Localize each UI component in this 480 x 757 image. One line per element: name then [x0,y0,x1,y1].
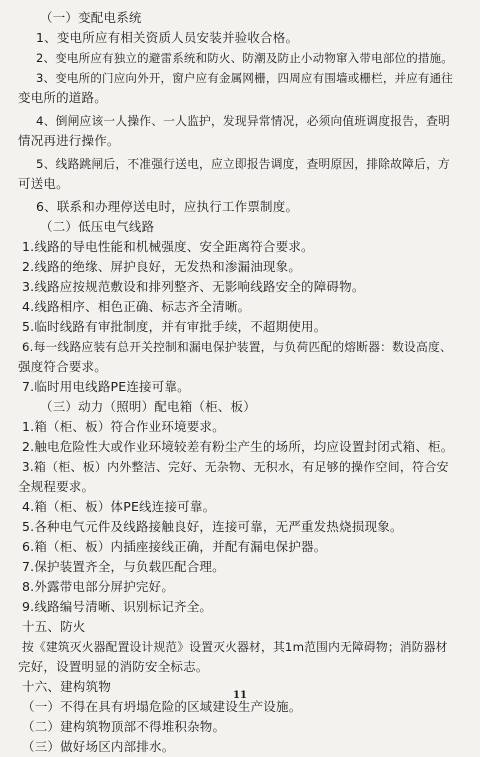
text-line: 4、倒闸应该一人操作、一人监护，发现异常情况，必须向值班调度报告，查明 [36,114,450,128]
text-line: 7.临时用电线路PE连接可靠。 [22,379,190,394]
section-heading-low-voltage: （二）低压电气线路 [40,219,155,234]
text-line: （三）做好场区内部排水。 [22,739,175,754]
text-line: 1、变电所应有相关资质人员安装并验收合格。 [36,30,299,45]
text-line: 6.每一线路应装有总开关控制和漏电保护装置，与负荷匹配的熔断器：数设高度、 [22,340,452,354]
section-heading-substation: （一）变配电系统 [40,10,142,25]
text-line: 情况再进行操作。 [18,133,120,148]
text-line: （二）建构筑物顶部不得堆积杂物。 [22,719,226,734]
text-line: 5、线路跳闸后，不准强行送电，应立即报告调度，查明原因，排除故障后，方 [36,157,450,171]
text-line: 6.箱（柜、板）内插座接线正确，并配有漏电保护器。 [22,539,327,554]
text-line: 完好，设置明显的消防安全标志。 [18,659,209,674]
text-line: 2.触电危险性大或作业环境较差有粉尘产生的场所，均应设置封闭式箱、柜。 [22,439,454,454]
text-line: 5.各种电气元件及线路接触良好，连接可靠，无严重发热烧损现象。 [22,519,403,534]
text-line: 9.线路编号清晰、识别标记齐全。 [22,599,213,614]
text-line: 1.箱（柜、板）符合作业环境要求。 [22,419,225,434]
text-line: 4.箱（柜、板）体PE线连接可靠。 [22,499,216,514]
text-line: （一）不得在具有坍塌危险的区域建设生产设施。 [22,699,302,714]
text-line: 4.线路相序、相色正确、标志齐全清晰。 [22,299,251,314]
text-line: 2.线路的绝缘、屏护良好，无发热和渗漏油现象。 [22,259,302,274]
text-line: 1.线路的导电性能和机械强度、安全距离符合要求。 [22,239,314,254]
text-line: 全规程要求。 [18,479,95,494]
section-heading-fire: 十五、防火 [22,619,86,634]
text-line: 7.保护装置齐全，与负载匹配合理。 [22,559,225,574]
text-line: 2、变电所应有独立的避雷系统和防火、防潮及防止小动物窜入带电部位的措施。 [36,51,454,65]
text-line: 按《建筑灭火器配置设计规范》设置灭火器材，其1m范围内无障碍物；消防器材 [22,640,448,654]
section-heading-buildings: 十六、建构筑物 [22,679,111,694]
text-line: 3.线路应按规范敷设和排列整齐、无影响线路安全的障碍物。 [22,279,365,294]
section-heading-distribution-box: （三）动力（照明）配电箱（柜、板） [40,399,256,414]
text-line: 变电所的道路。 [18,90,107,105]
page-number: 11 [233,690,247,701]
text-line-underlined: 6、联系和办理停送电时，应执行工作票制度。 [36,199,299,214]
text-line: 5.临时线路有审批制度，并有审批手续，不超期使用。 [22,319,327,334]
text-line: 可送电。 [18,176,69,191]
text-line: 3、变电所的门应向外开，窗户应有金属网栅，四周应有围墙或栅栏，并应有通往 [36,71,454,85]
text-line: 8.外露带电部分屏护完好。 [22,579,175,594]
text-line: 强度符合要求。 [18,359,107,374]
text-line: 3.箱（柜、板）内外整洁、完好、无杂物、无积水，有足够的操作空间，符合安 [22,460,449,474]
